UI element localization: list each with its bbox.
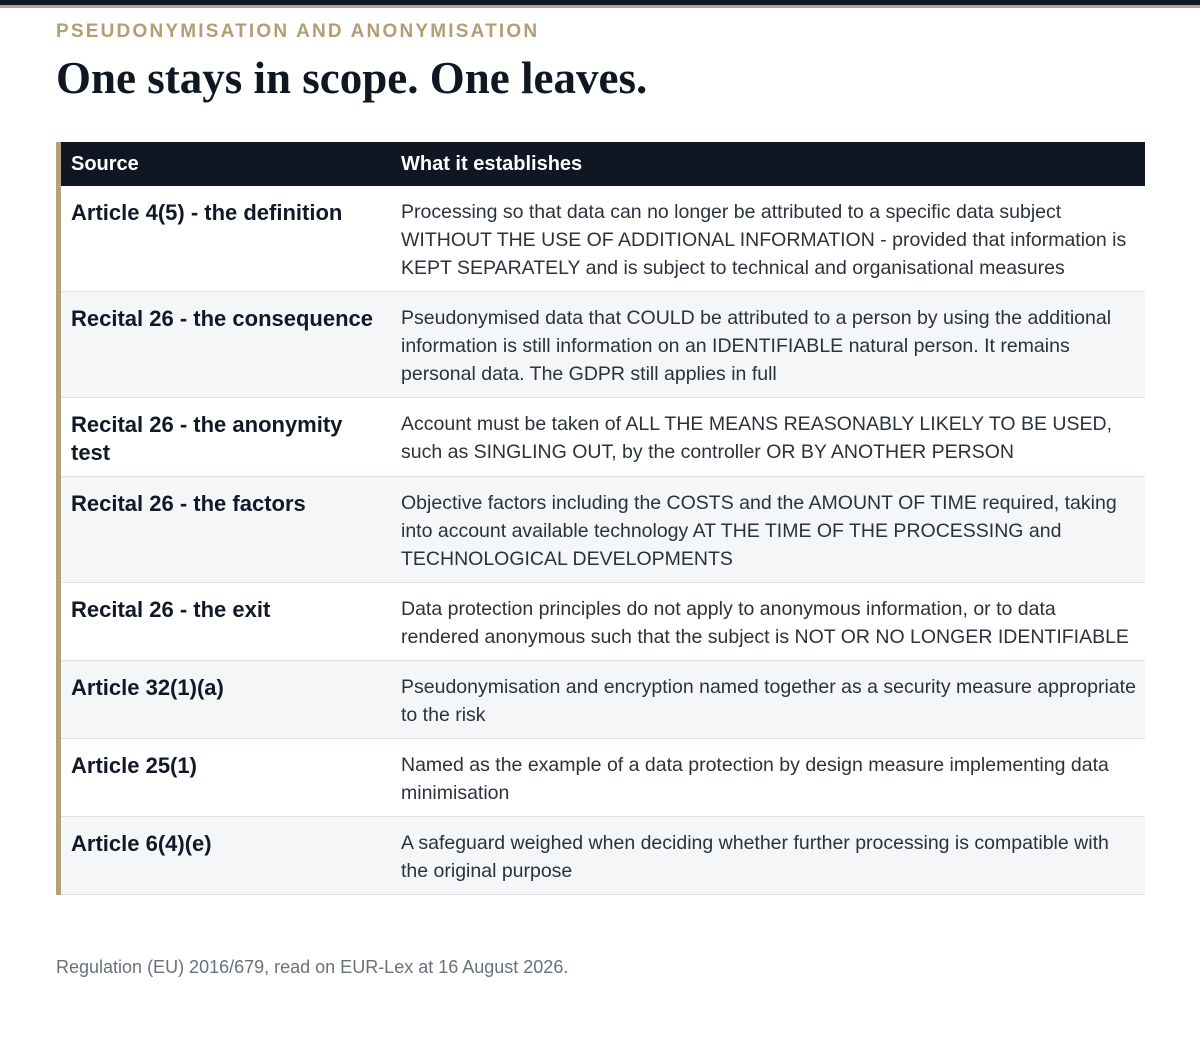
table-row xyxy=(61,817,1145,895)
establishes-cell: A safeguard weighed when deciding whether further processing is compatible with the original purpose xyxy=(391,817,1145,895)
source-cell: Recital 26 - the factors xyxy=(61,477,391,583)
establishes-cell: Named as the example of a data protection by design measure implementing data minimisation xyxy=(391,739,1145,817)
establishes-cell: Processing so that data can no longer be attributed to a specific data subject WITHOUT THE USE OF ADDITIONAL INFORMATION - provided that information is KEPT SEPARATELY and is subject to technical and organisational measures xyxy=(391,186,1145,292)
source-caption: Regulation (EU) 2016/679, read on EUR-Lex at 16 August 2026. xyxy=(56,957,569,977)
table-row xyxy=(61,186,1145,292)
column-header-source: Source xyxy=(61,142,391,186)
top-rule xyxy=(0,0,1200,8)
table-row xyxy=(61,661,1145,739)
section-kicker: PSEUDONYMISATION AND ANONYMISATION xyxy=(56,21,540,42)
sources-table xyxy=(61,142,1145,895)
establishes-cell: Account must be taken of ALL THE MEANS REASONABLY LIKELY TO BE USED, such as SINGLING OUT, by the controller OR BY ANOTHER PERSON xyxy=(391,398,1145,477)
establishes-cell: Pseudonymised data that COULD be attributed to a person by using the additional information is still information on an IDENTIFIABLE natural person. It remains personal data. The GDPR still applies in full xyxy=(391,292,1145,398)
table-header-row xyxy=(61,142,1145,186)
table-row xyxy=(61,477,1145,583)
establishes-cell: Objective factors including the COSTS and the AMOUNT OF TIME required, taking into account available technology AT THE TIME OF THE PROCESSING and TECHNOLOGICAL DEVELOPMENTS xyxy=(391,477,1145,583)
establishes-cell: Data protection principles do not apply to anonymous information, or to data rendered anonymous such that the subject is NOT OR NO LONGER IDENTIFIABLE xyxy=(391,583,1145,661)
source-cell: Article 25(1) xyxy=(61,739,391,817)
table-row xyxy=(61,398,1145,477)
sources-table-container xyxy=(56,142,1145,895)
source-cell: Recital 26 - the anonymity test xyxy=(61,398,391,477)
source-cell: Article 32(1)(a) xyxy=(61,661,391,739)
establishes-cell: Pseudonymisation and encryption named together as a security measure appropriate to the risk xyxy=(391,661,1145,739)
table-row xyxy=(61,292,1145,398)
table-row xyxy=(61,739,1145,817)
page-title: One stays in scope. One leaves. xyxy=(56,53,648,103)
source-cell: Recital 26 - the exit xyxy=(61,583,391,661)
table-row xyxy=(61,583,1145,661)
source-cell: Recital 26 - the consequence xyxy=(61,292,391,398)
source-cell: Article 6(4)(e) xyxy=(61,817,391,895)
source-cell: Article 4(5) - the definition xyxy=(61,186,391,292)
column-header-establishes: What it establishes xyxy=(391,142,1145,186)
